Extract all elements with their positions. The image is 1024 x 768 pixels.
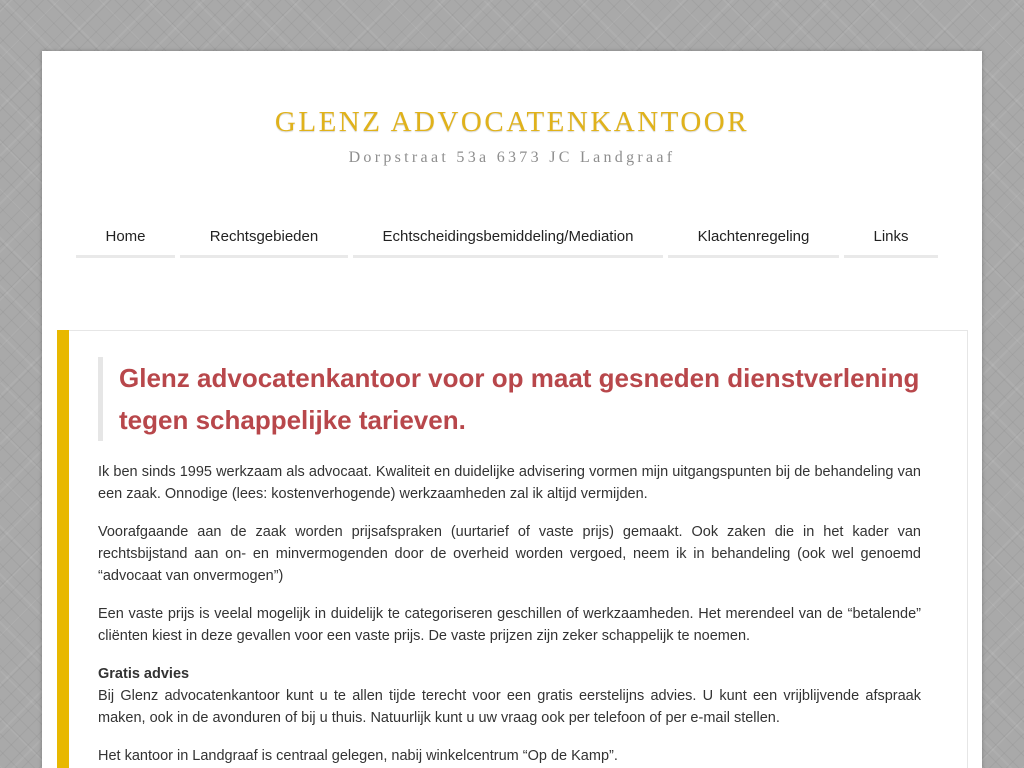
nav-item-klachtenregeling[interactable]: Klachtenregeling [668, 221, 839, 258]
site-title: GLENZ ADVOCATENKANTOOR [274, 106, 750, 138]
main-nav [42, 221, 982, 259]
main-content [57, 330, 968, 768]
paragraph: Ik ben sinds 1995 werkzaam als advocaat. Kwaliteit en duidelijke advisering vormen mijn uitgangspunten bij de behandeling van een zaak. Onnodige (lees: kostenverhogende) werkzaamheden zal ik altijd vermijden. [98, 464, 921, 502]
accent-bar [57, 330, 69, 768]
body-text [98, 461, 921, 768]
nav-item-mediation[interactable]: Echtscheidingsbemiddeling/Mediation [353, 221, 663, 258]
advice-text: Bij Glenz advocatenkantoor kunt u te allen tijde terecht voor een gratis eerstelijns advies. U kunt een vrijblijvende afspraak maken, ook in de avonduren of bij u thuis. Natuurlijk kunt u uw vraag ook per telefoon of per e-mail stellen. [98, 688, 921, 726]
paragraph: Een vaste prijs is veelal mogelijk in duidelijk te categoriseren geschillen of werkzaamheden. Het merendeel van de “betalende” cliënten kiest in deze gevallen voor een vaste prijs. De vaste prijzen zijn zeker schappelijk te noemen. [98, 606, 921, 644]
page-container [42, 51, 982, 768]
location-paragraph: Het kantoor in Landgraaf is centraal gelegen, nabij winkelcentrum “Op de Kamp”. [98, 748, 618, 764]
nav-item-links[interactable]: Links [844, 221, 938, 258]
intro-heading: Glenz advocatenkantoor voor op maat gesneden dienstverlening tegen schappelijke tarieven. [98, 357, 939, 441]
advice-block [98, 663, 921, 729]
nav-item-home[interactable]: Home [76, 221, 175, 258]
nav-item-rechtsgebieden[interactable]: Rechtsgebieden [180, 221, 348, 258]
paragraph: Voorafgaande aan de zaak worden prijsafspraken (uurtarief of vaste prijs) gemaakt. Ook zaken die in het kader van rechtsbijstand aan on- en minvermogenden door de overheid worden vergoed, neem ik in behandeling (ook wel genoemd “advocaat van onvermogen”) [98, 524, 921, 584]
advice-heading: Gratis advies [98, 666, 190, 682]
site-address: Dorpstraat 53a 6373 JC Landgraaf [348, 149, 676, 166]
